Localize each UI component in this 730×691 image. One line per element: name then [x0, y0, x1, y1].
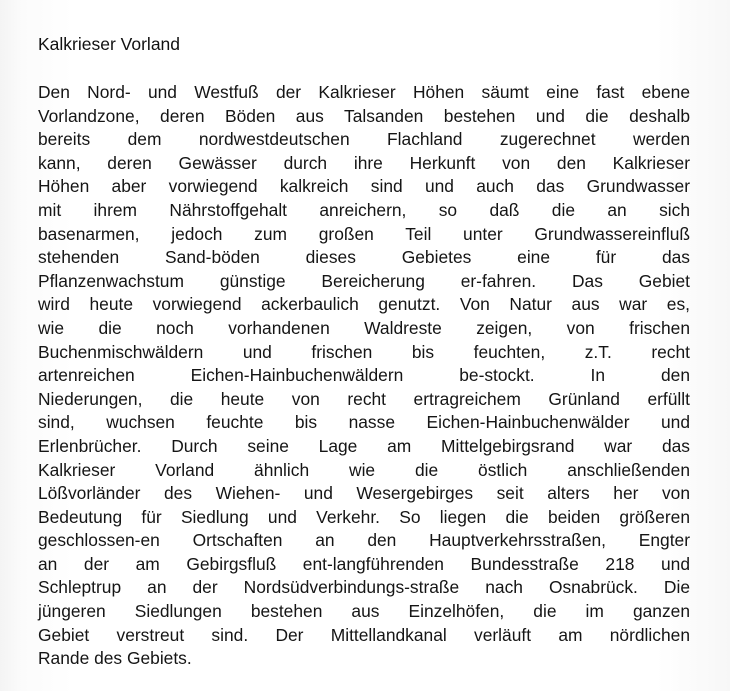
paragraph-line: Kalkrieser Vorland ähnlich wie die östlich anschließenden	[38, 459, 690, 480]
paragraph-line: Den Nord- und Westfuß der Kalkrieser Höhen säumt eine fast ebene	[38, 82, 690, 102]
body-paragraph	[38, 81, 690, 671]
paragraph-line: wird heute vorwiegend ackerbaulich genutzt. Von Natur aus war es,	[38, 294, 690, 315]
document-heading: Kalkrieser Vorland	[38, 34, 181, 54]
paragraph-line: sind, wuchsen feuchte bis nasse Eichen-Hainbuchenwälder und	[38, 412, 690, 433]
paragraph-line: basenarmen, jedoch zum großen Teil unter Grundwassereinfluß	[38, 223, 690, 244]
paragraph-line: Pflanzenwachstum günstige Bereicherung er-fahren. Das Gebiet	[38, 270, 690, 291]
paragraph-line: kann, deren Gewässer durch ihre Herkunft von den Kalkrieser	[38, 152, 690, 173]
paragraph-line: wie die noch vorhandenen Waldreste zeigen, von frischen	[38, 317, 690, 338]
paragraph-line: Bedeutung für Siedlung und Verkehr. So liegen die beiden größeren	[38, 506, 690, 527]
paragraph-line: an der am Gebirgsfluß ent-langführenden Bundesstraße 218 und	[38, 553, 690, 574]
paragraph-line: Buchenmischwäldern und frischen bis feuchten, z.T. recht	[38, 341, 690, 362]
paragraph-line: mit ihrem Nährstoffgehalt anreichern, so daß die an sich	[38, 199, 690, 220]
paragraph-line: jüngeren Siedlungen bestehen aus Einzelhöfen, die im ganzen	[38, 601, 690, 622]
paragraph-line: Erlenbrücher. Durch seine Lage am Mittelgebirgsrand war das	[38, 435, 690, 456]
paragraph-line: Vorlandzone, deren Böden aus Talsanden bestehen und die deshalb	[38, 105, 690, 126]
paragraph-line: stehenden Sand-böden dieses Gebietes eine für das	[38, 247, 690, 268]
paragraph-line: Niederungen, die heute von recht ertragreichem Grünland erfüllt	[38, 388, 690, 409]
paragraph-line: artenreichen Eichen-Hainbuchenwäldern be-stockt. In den	[38, 365, 690, 386]
paragraph-line: Gebiet verstreut sind. Der Mittellandkanal verläuft am nördlichen	[38, 624, 690, 645]
paragraph-line: bereits dem nordwestdeutschen Flachland zugerechnet werden	[38, 129, 690, 150]
paragraph-line: Lößvorländer des Wiehen- und Wesergebirges seit alters her von	[38, 483, 690, 504]
paragraph-line: Höhen aber vorwiegend kalkreich sind und auch das Grundwasser	[38, 176, 690, 197]
paragraph-line-last: Rande des Gebiets.	[38, 648, 192, 669]
paragraph-line: geschlossen-en Ortschaften an den Hauptverkehrsstraßen, Engter	[38, 530, 690, 551]
paragraph-line: Schleptrup an der Nordsüdverbindungs-straße nach Osnabrück. Die	[38, 577, 690, 598]
